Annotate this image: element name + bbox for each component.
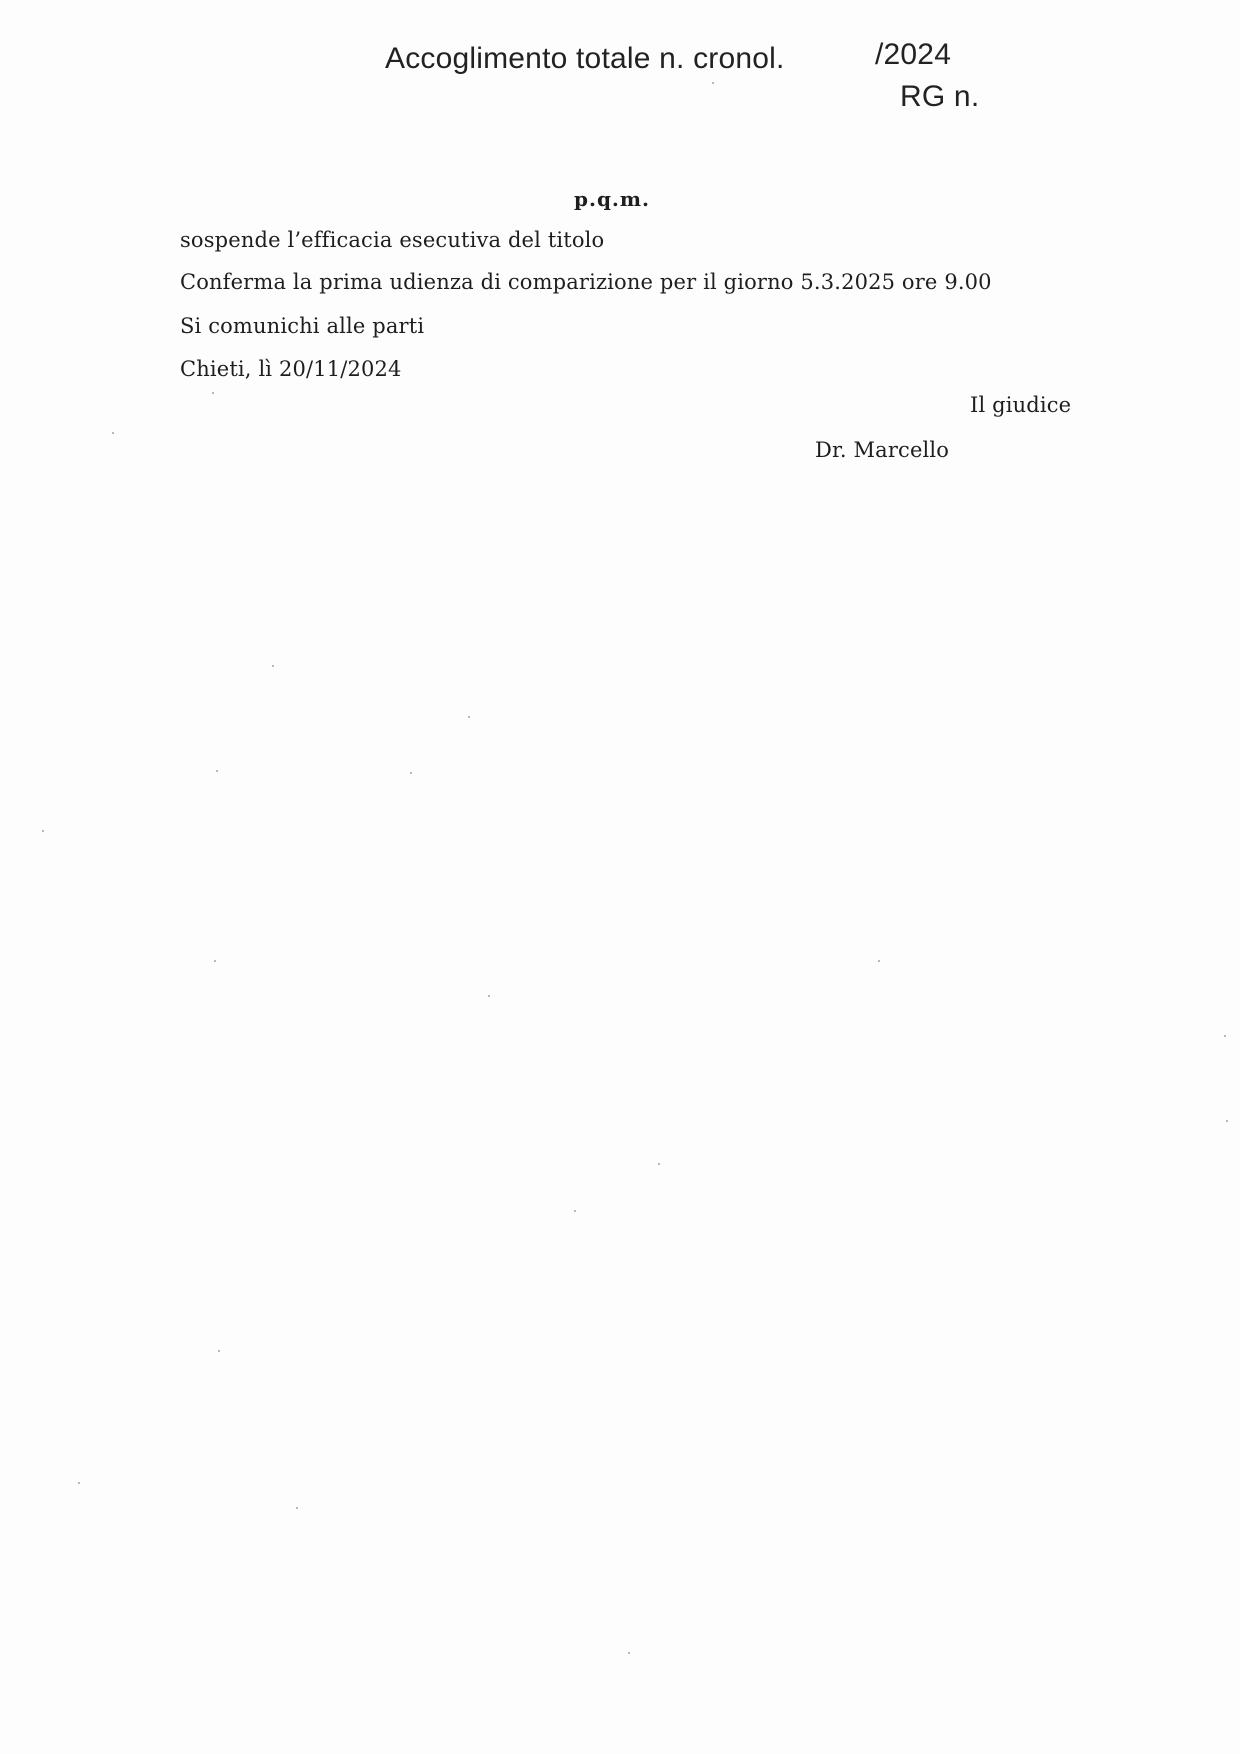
signature-role: Il giudice — [970, 393, 1072, 417]
registry-stamp-year: /2024 — [875, 38, 952, 71]
scan-speck — [42, 830, 44, 832]
scan-speck — [712, 82, 714, 84]
scan-speck — [468, 716, 470, 718]
scan-speck — [658, 1163, 660, 1165]
scan-speck — [628, 1652, 630, 1654]
scan-speck — [488, 995, 490, 997]
scan-speck — [112, 432, 114, 434]
registry-stamp-rg: RG n. — [900, 80, 980, 113]
order-line-notification: Si comunichi alle parti — [180, 314, 425, 338]
order-line-hearing: Conferma la prima udienza di comparizione per il giorno 5.3.2025 ore 9.00 — [180, 270, 992, 294]
scan-speck — [214, 960, 216, 962]
scan-speck — [216, 770, 218, 772]
place-date-line: Chieti, lì 20/11/2024 — [180, 357, 402, 381]
section-heading: p.q.m. — [574, 187, 651, 211]
scan-speck — [1226, 1120, 1228, 1122]
scan-speck — [218, 1350, 220, 1352]
scan-speck — [212, 392, 214, 394]
registry-stamp-title: Accoglimento totale n. cronol. — [385, 42, 785, 75]
scan-speck — [1224, 1035, 1226, 1037]
signature-name: Dr. Marcello — [815, 438, 950, 462]
scan-speck — [78, 1482, 80, 1484]
order-line-suspension: sospende l’efficacia esecutiva del titolo — [180, 228, 605, 252]
scan-speck — [878, 960, 880, 962]
scan-speck — [272, 665, 274, 667]
scan-speck — [296, 1507, 298, 1509]
scan-speck — [574, 1210, 576, 1212]
scan-speck — [410, 772, 412, 774]
